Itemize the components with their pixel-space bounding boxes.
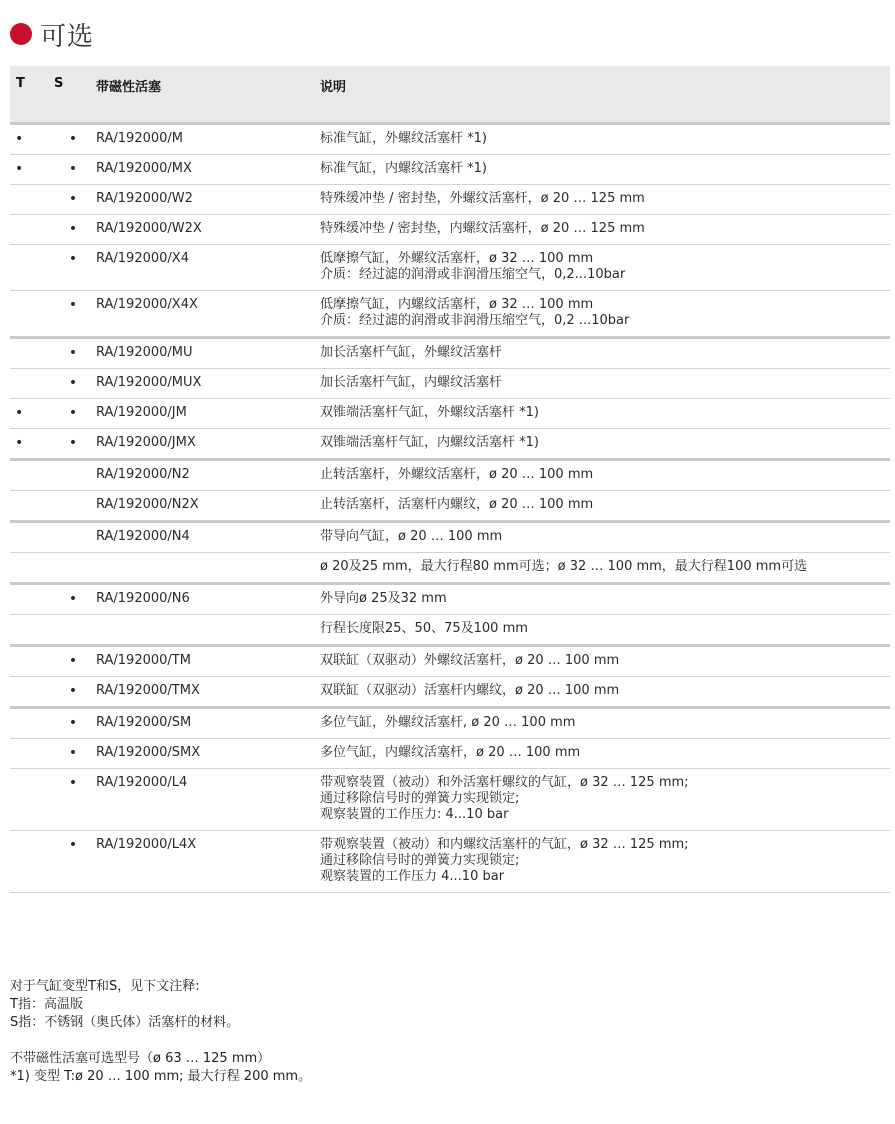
description: 低摩擦气缸，外螺纹活塞杆，ø 32 … 100 mm 介质：经过滤的润滑或非润滑压缩空气，0,2...10bar [318,245,890,291]
flag-t [10,245,52,291]
description: 外导向ø 25及32 mm [318,584,890,615]
flag-t [10,215,52,245]
model-code: RA/192000/N4 [94,522,318,553]
description: 行程长度限25、50、75及100 mm [318,615,890,646]
flag-s: • [52,369,94,399]
model-code: RA/192000/L4 [94,769,318,831]
flag-s [52,615,94,646]
flag-s: • [52,677,94,708]
flag-s: • [52,185,94,215]
flag-s: • [52,584,94,615]
note-line: *1) 变型 T:ø 20 … 100 mm; 最大行程 200 mm。 [10,1069,312,1084]
model-code: RA/192000/SM [94,708,318,739]
table-row [10,399,890,429]
flag-t [10,615,52,646]
table-row [10,769,890,831]
description: 止转活塞杆，外螺纹活塞杆，ø 20 … 100 mm [318,460,890,491]
flag-t [10,460,52,491]
flag-t [10,708,52,739]
table-row [10,369,890,399]
flag-t [10,369,52,399]
model-code: RA/192000/TM [94,646,318,677]
table-row [10,708,890,739]
description: 加长活塞杆气缸，内螺纹活塞杆 [318,369,890,399]
description: 带观察装置（被动）和外活塞杆螺纹的气缸，ø 32 … 125 mm; 通过移除信号时的弹簧力实现锁定; 观察装置的工作压力: 4...10 bar [318,769,890,831]
model-code: RA/192000/N6 [94,584,318,615]
note-line: T指：高温版 [10,997,83,1012]
flag-t [10,739,52,769]
description: 特殊缓冲垫 / 密封垫，内螺纹活塞杆，ø 20 … 125 mm [318,215,890,245]
flag-t [10,291,52,338]
flag-s [52,553,94,584]
flag-s [52,522,94,553]
section-title [10,14,94,54]
table-row [10,124,890,155]
model-code: RA/192000/L4X [94,831,318,893]
flag-t [10,522,52,553]
table-row [10,215,890,245]
note-line: 对于气缸变型T和S，见下文注释: [10,979,200,994]
description: 低摩擦气缸，内螺纹活塞杆，ø 32 … 100 mm 介质：经过滤的润滑或非润滑压缩空气，0,2 ...10bar [318,291,890,338]
model-code: RA/192000/SMX [94,739,318,769]
table-row [10,245,890,291]
flag-t [10,491,52,522]
model-code: RA/192000/W2X [94,215,318,245]
model-code: RA/192000/X4 [94,245,318,291]
flag-s: • [52,399,94,429]
model-code: RA/192000/JMX [94,429,318,460]
flag-t [10,584,52,615]
flag-t: • [10,429,52,460]
flag-t [10,338,52,369]
footnotes [10,978,311,1086]
flag-t [10,185,52,215]
flag-t: • [10,155,52,185]
table-row [10,491,890,522]
description: 双联缸（双驱动）活塞杆内螺纹，ø 20 … 100 mm [318,677,890,708]
page-title: 可选 [40,21,95,52]
flag-s: • [52,769,94,831]
column-header-t: T [10,66,52,124]
flag-s: • [52,708,94,739]
model-code: RA/192000/X4X [94,291,318,338]
model-code [94,553,318,584]
description: 标准气缸，内螺纹活塞杆 *1) [318,155,890,185]
flag-t [10,553,52,584]
flag-s: • [52,739,94,769]
table-row [10,646,890,677]
table-row [10,429,890,460]
model-code: RA/192000/MUX [94,369,318,399]
table-header-row [10,66,890,124]
column-header-s: S [52,66,94,124]
column-header-description: 说明 [318,66,890,124]
flag-s: • [52,831,94,893]
model-code: RA/192000/M [94,124,318,155]
flag-s: • [52,155,94,185]
flag-s: • [52,215,94,245]
model-code [94,615,318,646]
options-table [10,66,890,893]
description: 标准气缸，外螺纹活塞杆 *1) [318,124,890,155]
model-code: RA/192000/N2X [94,491,318,522]
table-row [10,185,890,215]
description: 多位气缸，外螺纹活塞杆, ø 20 … 100 mm [318,708,890,739]
red-bullet-icon [10,23,32,45]
description: 特殊缓冲垫 / 密封垫，外螺纹活塞杆，ø 20 … 125 mm [318,185,890,215]
flag-t: • [10,124,52,155]
flag-t [10,769,52,831]
description: 双锥端活塞杆气缸，内螺纹活塞杆 *1) [318,429,890,460]
description: 双锥端活塞杆气缸，外螺纹活塞杆 *1) [318,399,890,429]
table-row [10,553,890,584]
flag-t: • [10,399,52,429]
flag-s [52,460,94,491]
description: 双联缸（双驱动）外螺纹活塞杆，ø 20 … 100 mm [318,646,890,677]
model-code: RA/192000/JM [94,399,318,429]
model-code: RA/192000/N2 [94,460,318,491]
flag-t [10,677,52,708]
flag-s: • [52,338,94,369]
table-row [10,460,890,491]
description: 止转活塞杆，活塞杆内螺纹，ø 20 … 100 mm [318,491,890,522]
flag-s: • [52,429,94,460]
description: 加长活塞杆气缸，外螺纹活塞杆 [318,338,890,369]
description: 多位气缸，内螺纹活塞杆，ø 20 … 100 mm [318,739,890,769]
flag-s [52,491,94,522]
table-row [10,677,890,708]
flag-s: • [52,291,94,338]
table-row [10,584,890,615]
table-row [10,615,890,646]
table-row [10,338,890,369]
table-row [10,831,890,893]
description: ø 20及25 mm，最大行程80 mm可选；ø 32 … 100 mm，最大行程100 mm可选 [318,553,890,584]
flag-s: • [52,646,94,677]
model-code: RA/192000/MU [94,338,318,369]
note-line: S指：不锈钢（奥氏体）活塞杆的材料。 [10,1015,240,1030]
table-row [10,522,890,553]
model-code: RA/192000/TMX [94,677,318,708]
flag-s: • [52,124,94,155]
flag-t [10,831,52,893]
flag-s: • [52,245,94,291]
flag-t [10,646,52,677]
table-row [10,739,890,769]
note-line: 不带磁性活塞可选型号（ø 63 … 125 mm） [10,1051,271,1066]
table-row [10,291,890,338]
column-header-model: 带磁性活塞 [94,66,318,124]
description: 带观察装置（被动）和内螺纹活塞杆的气缸，ø 32 … 125 mm; 通过移除信号时的弹簧力实现锁定; 观察装置的工作压力 4...10 bar [318,831,890,893]
model-code: RA/192000/MX [94,155,318,185]
model-code: RA/192000/W2 [94,185,318,215]
table-row [10,155,890,185]
description: 带导向气缸，ø 20 … 100 mm [318,522,890,553]
